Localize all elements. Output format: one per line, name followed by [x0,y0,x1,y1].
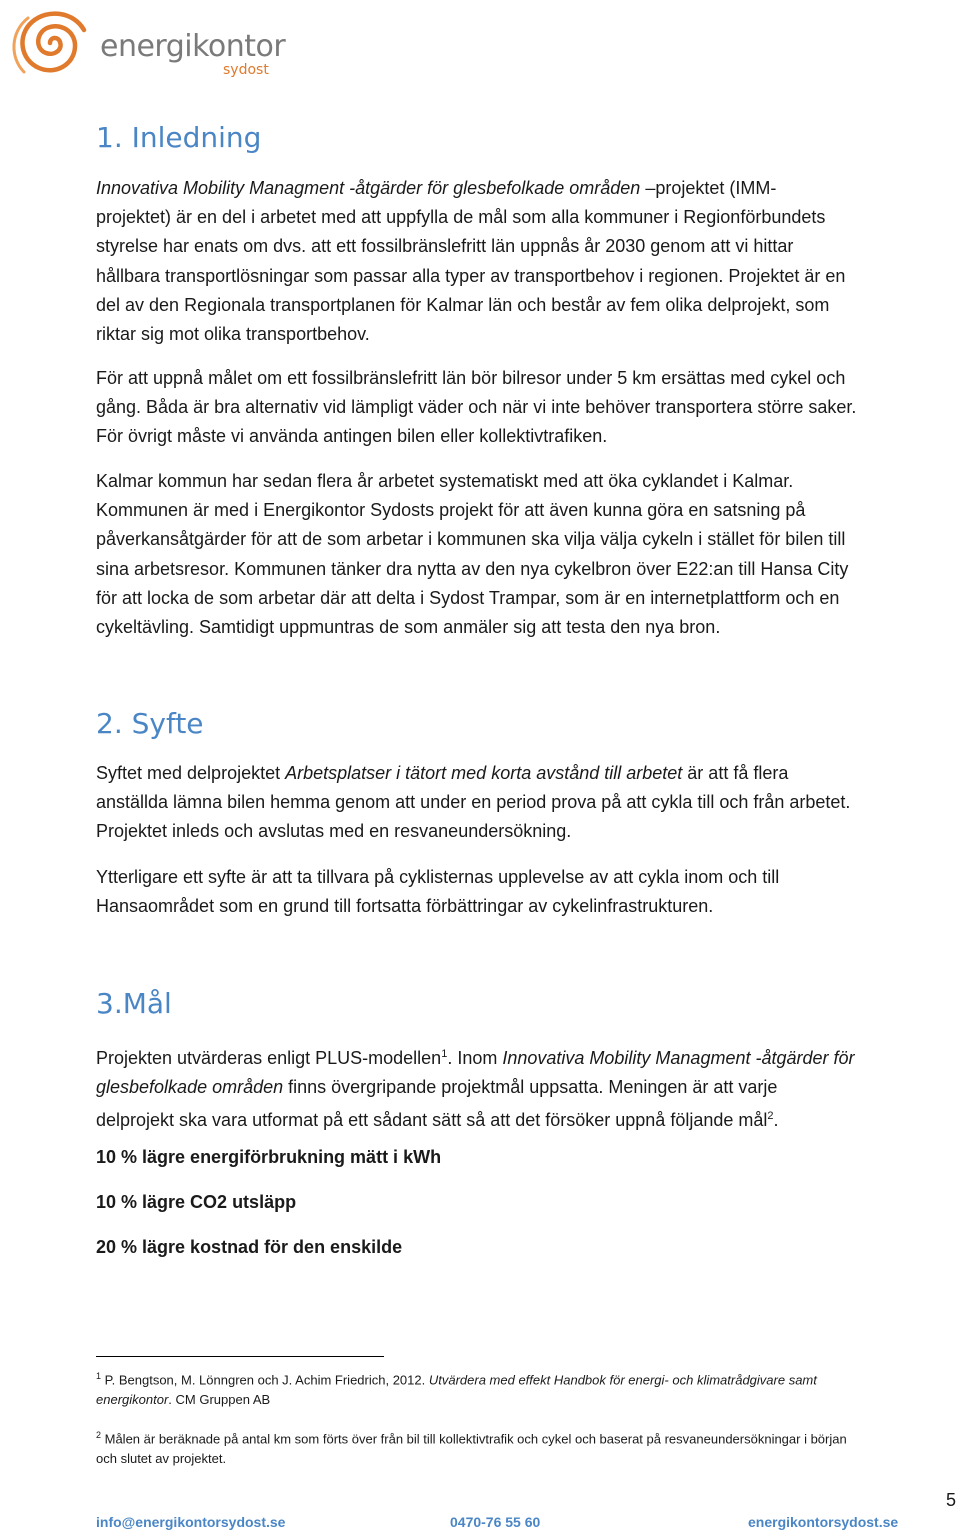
footnote-1-number: 1 [96,1371,102,1381]
intro-paragraph-1 [96,174,960,349]
mal-p1-b: . Inom [447,1048,503,1068]
footnote-ref-2[interactable]: 2 [767,1110,774,1123]
syfte-p1-a: Syftet med delprojektet [96,763,286,783]
goal-item: 10 % lägre CO2 utsläpp [96,1192,297,1212]
footer-email-link[interactable]: info@energikontorsydost.se [96,1514,286,1530]
heading-syfte: 2. Syfte [96,707,204,740]
heading-mal: 3.Mål [96,987,172,1020]
page-number: 5 [946,1490,957,1510]
intro-paragraph-2: För att uppnå målet om ett fossilbränslefritt län bör bilresor under 5 km ersättas med cykel och gång. Båda är bra alternativ vid lämpligt väder och när vi inte behöver transportera större saker. För övrigt måste vi använda antingen bilen eller kollektivtrafiken. [96,368,857,447]
mal-p1-c: finns övergripande projektmål uppsatta. Meningen är att varje delprojekt ska vara utformat på ett sådant sätt så att det försöker uppnå följande mål [96,1077,778,1131]
footnote-2-text: Målen är beräknade på antal km som förts över från bil till kollektivtrafik och cykel och baserat på resvaneundersökningar i början och slutet av projektet. [96,1431,847,1466]
footnote-1-b: . CM Gruppen AB [168,1391,271,1407]
project-title-italic: Innovativa Mobility Managment -åtgärder för glesbefolkade områden [96,178,641,198]
goal-item: 10 % lägre energiförbrukning mätt i kWh [96,1147,442,1167]
footnote-1-italic: Utvärdera med effekt Handbok för energi- och klimatrådgivare samt energikontor [96,1372,817,1407]
logo-sub-text: sydost [223,62,269,78]
footnote-2 [96,1426,956,1468]
mal-project-italic: Innovativa Mobility Managment -åtgärder för glesbefolkade områden [96,1048,855,1098]
intro-p1-text: –projektet (IMM- projektet) är en del i arbetet med att uppfylla de mål som alla kommuner i Regionförbundets styrelse har enats om dvs. att ett fossilbränslefritt län uppnås år 2030 genom att vi hittar hållbara transportlösningar som passar alla typer av transportbehov i regionen. Projektet är en del av den Regionala transportplanen för Kalmar län och består av fem olika delprojekt, som riktar sig mot olika transportbehov. [96,178,846,345]
goal-item: 20 % lägre kostnad för den enskilde [96,1237,403,1257]
mal-paragraph-1 [96,1040,960,1136]
energikontor-logo [4,2,284,84]
footnote-ref-1[interactable]: 1 [441,1048,448,1060]
subproject-title-italic: Arbetsplatser i tätort med korta avstånd till arbetet [285,763,683,783]
mal-p1-a: Projekten utvärderas enligt PLUS-modellen [96,1048,442,1068]
mal-p1-d: . [773,1110,779,1131]
footer-phone: 0470-76 55 60 [450,1514,541,1530]
heading-inledning: 1. Inledning [96,121,262,154]
footnote-2-number: 2 [96,1430,102,1440]
syfte-paragraph-1 [96,759,960,847]
syfte-paragraph-2: Ytterligare ett syfte är att ta tillvara på cyklisternas upplevelse av att cykla inom och till Hansaområdet som en grund till fortsatta förbättringar av cykelinfrastrukturen. [96,867,780,917]
footer-website-link[interactable]: energikontorsydost.se [748,1514,899,1530]
footnote-separator [96,1356,384,1357]
footnote-1-a: P. Bengtson, M. Lönngren och J. Achim Friedrich, 2012. [101,1372,429,1388]
syfte-p1-b: är att få flera anställda lämna bilen hemma genom att under en period prova på att cykla till och från arbetet. Projektet inleds och avslutas med en resvaneundersökning. [96,763,851,842]
intro-paragraph-3: Kalmar kommun har sedan flera år arbetet systematiskt med att öka cyklandet i Kalmar. Kommunen är med i Energikontor Sydosts projekt för att även kunna göra en satsning på påverkansåtgärder för att de som arbetar i kommunen ska vilja välja cykeln i stället för bilen till sina arbetsresor. Kommunen tänker dra nytta av den nya cykelbron över E22:an till Hansa City för att locka de som arbetar där att delta i Sydost Trampar, som är en internetplattform och en cykeltävling. Samtidigt uppmuntras de som anmäler sig att testa den nya bron. [96,471,849,638]
footnote-1 [96,1367,956,1409]
spiral-logo-icon [4,2,96,84]
logo-brand-text: energikontor [100,29,286,64]
